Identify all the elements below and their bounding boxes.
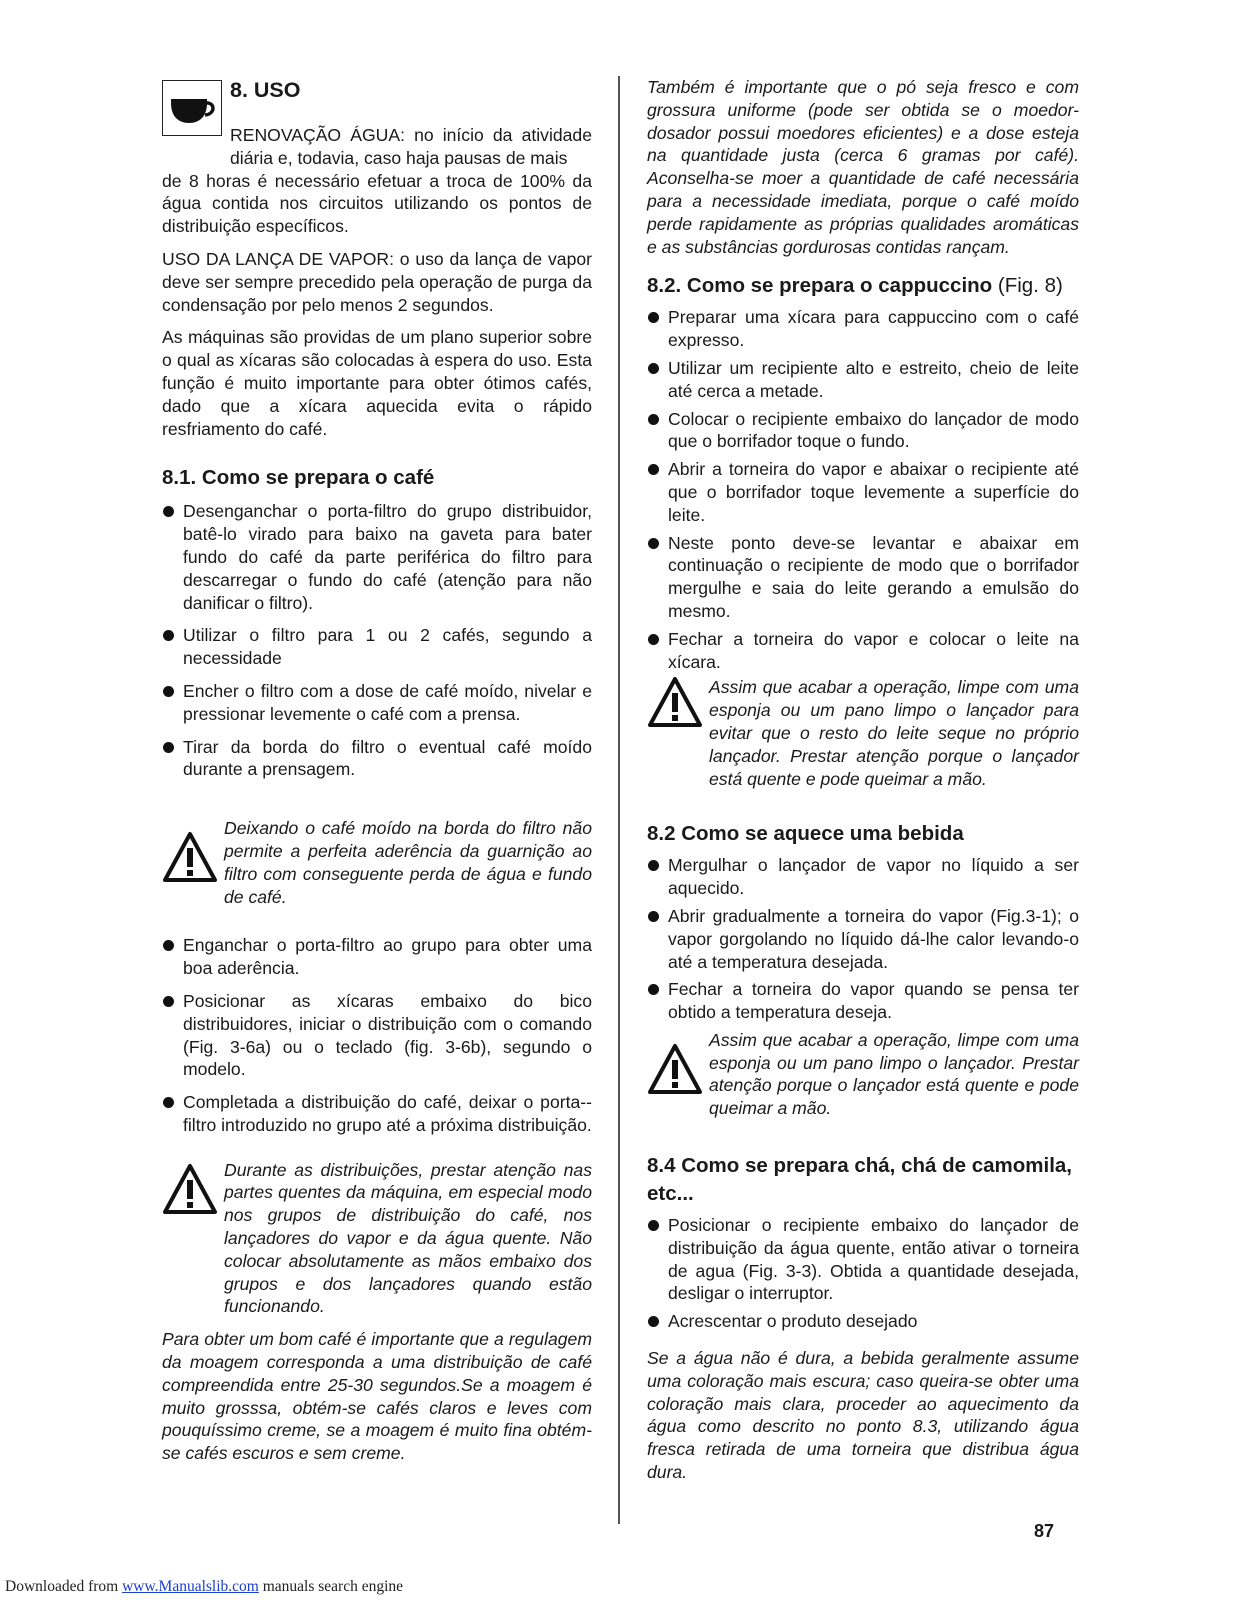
list-item: Posicionar as xícaras embaixo do bico distribuidores, iniciar o distribuição com o comando (Fig. 3-6a) ou o teclado (fig. 3-6b), segundo o modelo. (162, 990, 592, 1081)
warning-note-1 (162, 817, 592, 908)
list-item: Encher o filtro com a dose de café moído, nivelar e pressionar levemente o café com a prensa. (162, 680, 592, 726)
list-item: Fechar a torneira do vapor quando se pensa ter obtido a temperatura deseja. (647, 978, 1079, 1024)
warning-note-4 (647, 1029, 1079, 1120)
bullet-icon (648, 363, 659, 374)
download-footer (5, 1578, 403, 1596)
bullet-icon (648, 414, 659, 425)
warning-triangle-icon (647, 676, 703, 728)
section-8-title: 8. USO (230, 78, 301, 102)
footer-suffix: manuals search engine (258, 1578, 404, 1595)
bullet-icon (648, 538, 659, 549)
list-item: Abrir gradualmente a torneira do vapor (Fig.3-1); o vapor gorgolando no líquido dá-lhe calor levando-o até a temperatura desejada. (647, 905, 1079, 973)
list-item: Utilizar um recipiente alto e estreito, cheio de leite até cerca a metade. (647, 357, 1079, 403)
list-item: Enganchar o porta-filtro ao grupo para obter uma boa aderência. (162, 934, 592, 980)
warning-triangle-icon (162, 831, 218, 883)
bullet-icon (163, 506, 174, 517)
section-8-1-title: 8.1. Como se prepara o café (162, 466, 435, 490)
bullet-icon (648, 634, 659, 645)
renovacao-paragraph-start: RENOVAÇÃO ÁGUA: no início da atividade diária e, todavia, caso haja pausas de mais (230, 125, 592, 168)
list-item: Preparar uma xícara para cappuccino com o café expresso. (647, 306, 1079, 352)
right-column (647, 76, 1079, 1484)
warning-triangle-icon (162, 1163, 218, 1215)
bullet-icon (648, 464, 659, 475)
renovacao-paragraph-rest: de 8 horas é necessário efetuar a troca de 100% da água contida nos circuitos utilizando os pontos de distribuição específicos. (162, 170, 592, 237)
section-8-2-title (647, 272, 1079, 300)
section-8-2-title-text: 8.2. Como se prepara o cappuccino (647, 274, 993, 298)
bullet-icon (648, 911, 659, 922)
bullet-icon (163, 996, 174, 1007)
list-item: Posicionar o recipiente embaixo do lançador de distribuição da água quente, então ativar o torneira de agua (Fig. 3-3). Obtida a quantidade desejada, desligar o interruptor. (647, 1214, 1079, 1305)
warning-text-2: Durante as distribuições, prestar atenção nas partes quentes da máquina, em especial modo nos grupos de distribuição do café, nos lançadores do vapor e da água quente. Não colocar absolutamente as mãos embaixo dos grupos e dos lançadores quando estão funcionando. (224, 1159, 592, 1317)
section-8-3-bullets (647, 854, 1079, 1024)
lanca-vapor-paragraph: USO DA LANÇA DE VAPOR: o uso da lança de vapor deve ser sempre precedido pela operação de purga da condensação por pelo menos 2 segundos. (162, 248, 592, 315)
warning-text-4: Assim que acabar a operação, limpe com uma esponja ou um pano limpo o lançador. Prestar atenção porque o lançador está quente e pode queimar a mão. (709, 1029, 1079, 1119)
section-8-1-bullets-a (162, 500, 592, 781)
bullet-icon (163, 742, 174, 753)
list-item: Mergulhar o lançador de vapor no líquido a ser aquecido. (647, 854, 1079, 900)
bullet-icon (648, 984, 659, 995)
list-item: Colocar o recipiente embaixo do lançador de modo que o borrifador toque o fundo. (647, 408, 1079, 454)
column-divider (618, 76, 620, 1524)
manualslib-link[interactable]: www.Manualslib.com (122, 1578, 259, 1595)
list-item: Fechar a torneira do vapor e colocar o leite na xícara. (647, 628, 1079, 674)
agua-dura-paragraph: Se a água não é dura, a bebida geralmente assume uma coloração mais escura; caso queira-se obter uma coloração mais clara, proceder ao aquecimento da água como descrito no ponto 8.3, utilizando água fresca retirada de uma torneira que distribua água dura. (647, 1348, 1079, 1483)
warning-triangle-icon (647, 1043, 703, 1095)
section-8-header (162, 76, 592, 130)
maquinas-paragraph: As máquinas são providas de um plano superior sobre o qual as xícaras são colocadas à espera do uso. Esta função é muito importante para obter ótimos cafés, dado que a xícara aquecida evita o rápido resfriamento do café. (162, 327, 592, 439)
list-item: Tirar da borda do filtro o eventual café moído durante a prensagem. (162, 736, 592, 782)
po-fresco-paragraph: Também é importante que o pó seja fresco e com grossura uniforme (pode ser obtida se o moedor-dosador possui moedores eficientes) e a dose esteja na quantidade justa (cerca 6 gramas por café). Aconselha-se moer a quantidade de café necessária para a necessidade imediata, porque o café moído perde rapidamente as próprias qualidades aromáticas e as substâncias gordurosas contidas rançam. (647, 77, 1079, 257)
section-8-4-title: 8.4 Como se prepara chá, chá de camomila, etc... (647, 1154, 1072, 1206)
coffee-cup-icon (162, 80, 222, 136)
bullet-icon (163, 630, 174, 641)
list-item: Neste ponto deve-se levantar e abaixar em continuação o recipiente de modo que o borrifador mergulhe e saia do leite gerando a emulsão do mesmo. (647, 532, 1079, 623)
bullet-icon (648, 860, 659, 871)
page-number: 87 (1034, 1521, 1055, 1541)
list-item: Abrir a torneira do vapor e abaixar o recipiente até que o borrifador toque levemente a superfície do leite. (647, 458, 1079, 526)
bullet-icon (648, 1316, 659, 1327)
bullet-icon (163, 1097, 174, 1108)
list-item: Desenganchar o porta-filtro do grupo distribuidor, batê-lo virado para baixo na gaveta para bater fundo do café da parte periférica do filtro para descarregar o fundo do café (atenção para não danificar o filtro). (162, 500, 592, 614)
bullet-icon (163, 686, 174, 697)
warning-note-3 (647, 676, 1079, 790)
bullet-icon (648, 312, 659, 323)
bullet-icon (648, 1220, 659, 1231)
warning-text-3: Assim que acabar a operação, limpe com uma esponja ou um pano limpo o lançador para evitar que o resto do leite seque no próprio lançador. Prestar atenção porque o lançador está quente e pode queimar a mão. (709, 677, 1079, 789)
moagem-paragraph: Para obter um bom café é importante que a regulagem da moagem corresponda a uma distribuição de café compreendida entre 25-30 segundos.Se a moagem é muito grosssa, obtém-se cafés claros e leves com pouquíssimo creme, se a moagem é muito fina obtém-se cafés escuros e sem creme. (162, 1329, 592, 1464)
warning-note-2 (162, 1159, 592, 1319)
section-8-2-bullets (647, 306, 1079, 673)
left-column (162, 76, 592, 1465)
warning-text-1: Deixando o café moído na borda do filtro não permite a perfeita aderência da guarnição ao filtro com conseguente perda de água e fundo de café. (224, 818, 592, 907)
bullet-icon (163, 940, 174, 951)
list-item: Completada a distribuição do café, deixar o porta--filtro introduzido no grupo até a próxima distribuição. (162, 1091, 592, 1137)
section-8-4-bullets (647, 1214, 1079, 1333)
section-8-2-fig-ref: (Fig. 8) (997, 274, 1063, 298)
list-item: Utilizar o filtro para 1 ou 2 cafés, segundo a necessidade (162, 624, 592, 670)
section-8-1-bullets-b (162, 934, 592, 1136)
section-8-3-title: 8.2 Como se aquece uma bebida (647, 822, 964, 846)
footer-prefix: Downloaded from (5, 1578, 123, 1595)
list-item: Acrescentar o produto desejado (647, 1310, 1079, 1333)
